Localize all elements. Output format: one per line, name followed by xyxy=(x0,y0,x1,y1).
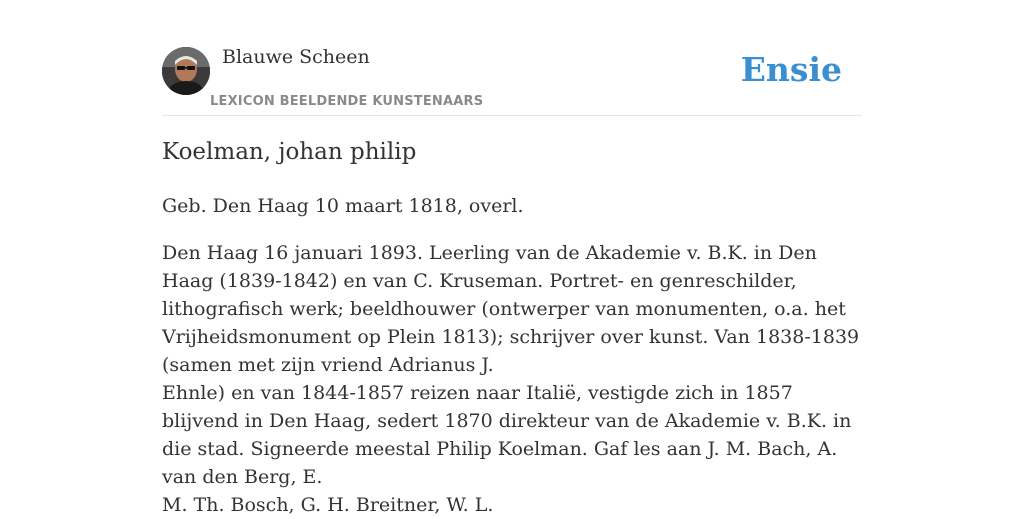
article-paragraph: M. Th. Bosch, G. H. Breitner, W. L. xyxy=(162,494,494,516)
article-card xyxy=(162,0,862,516)
author-name[interactable]: Blauwe Scheen xyxy=(222,46,370,68)
header-divider xyxy=(162,115,862,116)
article-paragraph: Ehnle) en van 1844-1857 reizen naar Italië, vestigde zich in 1857 blijvend in Den Haag, sedert 1870 direkteur van de Akademie v. B.K. in die stad. Signeerde meestal Philip Koelman. Gaf les aan J. M. Bach, A. van den Berg, E. xyxy=(162,382,852,488)
article-paragraph: Geb. Den Haag 10 maart 1818, overl. xyxy=(162,195,524,217)
avatar-photo-icon xyxy=(162,47,210,95)
author-avatar[interactable] xyxy=(162,47,210,95)
section-label[interactable]: LEXICON BEELDENDE KUNSTENAARS xyxy=(210,94,484,109)
article-paragraph: Den Haag 16 januari 1893. Leerling van de Akademie v. B.K. in Den Haag (1839-1842) en van C. Kruseman. Portret- en genreschilder, lithografisch werk; beeldhouwer (ontwerper van monumenten, o.a. het Vrijheidsmonument op Plein 1813); schrijver over kunst. Van 1838-1839 (samen met zijn vriend Adrianus J. xyxy=(162,242,860,376)
brand-logo[interactable]: Ensie xyxy=(740,50,842,89)
article-title: Koelman, johan philip xyxy=(162,139,417,165)
